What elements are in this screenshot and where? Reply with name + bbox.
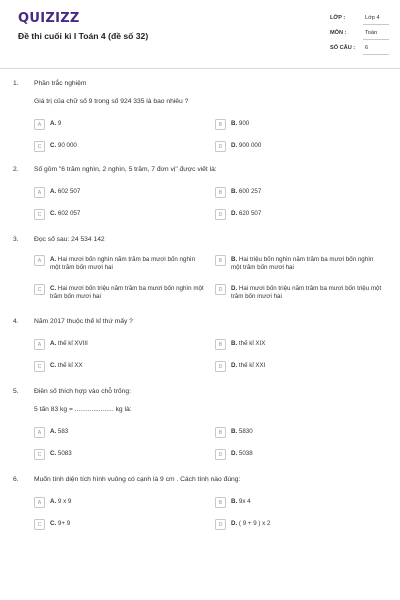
option-letter-box: A — [34, 339, 45, 350]
option-letter-box: B — [215, 497, 226, 508]
option-text: C. 90 000 — [50, 142, 77, 149]
option-text: B. 600 257 — [231, 188, 262, 195]
option-letter-box: A — [34, 255, 45, 266]
option-letter-box: C — [34, 519, 45, 530]
option-letter-box: D — [215, 209, 226, 220]
option-a[interactable] — [34, 120, 204, 130]
meta-underline — [363, 54, 389, 55]
option-d[interactable] — [215, 520, 385, 530]
option-text: D. thế kỉ XXI — [231, 362, 266, 369]
option-d[interactable] — [215, 142, 385, 152]
option-text: A. thế kỉ XVIII — [50, 340, 88, 347]
option-c[interactable] — [34, 450, 204, 460]
option-text: A. 9 x 9 — [50, 498, 72, 505]
option-d[interactable] — [215, 285, 385, 302]
option-letter-box: D — [215, 519, 226, 530]
option-letter-box: A — [34, 187, 45, 198]
option-c[interactable] — [34, 520, 204, 530]
option-text: A. 583 — [50, 428, 69, 435]
question-number: 2. — [13, 166, 19, 173]
option-text: C. thế kỉ XX — [50, 362, 83, 369]
header-divider — [0, 68, 400, 69]
option-letter-box: A — [34, 497, 45, 508]
option-letter-box: C — [34, 209, 45, 220]
option-a[interactable] — [34, 498, 204, 508]
option-text: D. 620 507 — [231, 210, 262, 217]
meta-info — [330, 12, 390, 57]
option-a[interactable] — [34, 428, 204, 438]
option-a[interactable] — [34, 256, 204, 273]
page-title: Đề thi cuối kì I Toán 4 (đề số 32) — [18, 31, 149, 41]
option-text: C. 602 057 — [50, 210, 81, 217]
question-number: 6. — [13, 476, 19, 483]
meta-label: LỚP : — [330, 15, 346, 21]
meta-row-class — [330, 12, 390, 24]
option-d[interactable] — [215, 362, 385, 372]
option-text: A. 602 507 — [50, 188, 81, 195]
option-text: B. Hai triệu bốn nghìn năm trăm ba mươi bốn nghìn một trăm bốn mươi hai — [231, 256, 374, 272]
option-d[interactable] — [215, 210, 385, 220]
question-text: Năm 2017 thuộc thế kỉ thứ mấy ? — [34, 318, 133, 325]
option-c[interactable] — [34, 210, 204, 220]
meta-label: SỐ CÂU : — [330, 45, 356, 51]
option-letter-box: C — [34, 449, 45, 460]
option-c[interactable] — [34, 362, 204, 372]
question-text: Đọc số sau: 24 534 142 — [34, 236, 105, 243]
meta-underline — [363, 39, 389, 40]
option-c[interactable] — [34, 142, 204, 152]
option-b[interactable] — [215, 428, 385, 438]
question-text: Phần trắc nghiệm — [34, 80, 87, 87]
option-letter-box: C — [34, 284, 45, 295]
option-b[interactable] — [215, 256, 385, 273]
option-text: C. Hai mươi bốn triệu năm trăm ba mươi bốn nghìn một trăm bốn mươi hai — [50, 285, 204, 301]
option-text: C. 5083 — [50, 450, 72, 457]
option-c[interactable] — [34, 285, 204, 302]
option-b[interactable] — [215, 498, 385, 508]
option-text: B. 5830 — [231, 428, 253, 435]
question-text: Số gồm "6 trăm nghìn, 2 nghìn, 5 trăm, 7 đơn vị" được viết là: — [34, 166, 217, 173]
question-subtext: Giá trị của chữ số 9 trong số 924 335 là bao nhiêu ? — [34, 98, 189, 105]
question-number: 3. — [13, 236, 19, 243]
option-text: D. Hai mươi bốn triệu năm trăm ba mươi bốn triệu một trăm bốn mươi hai — [231, 285, 382, 301]
option-letter-box: B — [215, 255, 226, 266]
option-letter-box: D — [215, 141, 226, 152]
option-text: D. ( 9 + 9 ) x 2 — [231, 520, 271, 527]
option-letter-box: B — [215, 119, 226, 130]
meta-value: Toán — [365, 30, 378, 36]
option-b[interactable] — [215, 188, 385, 198]
worksheet-header — [0, 0, 400, 62]
meta-label: MÔN : — [330, 30, 347, 36]
option-letter-box: D — [215, 284, 226, 295]
option-text: B. thế kỉ XIX — [231, 340, 266, 347]
option-letter-box: A — [34, 119, 45, 130]
option-text: B. 9x 4 — [231, 498, 251, 505]
option-letter-box: B — [215, 427, 226, 438]
option-text: B. 900 — [231, 120, 250, 127]
option-text: A. Hai mươi bốn nghìn năm trăm ba mươi bốn nghìn một trăm bốn mươi hai — [50, 256, 196, 272]
option-letter-box: B — [215, 339, 226, 350]
option-text: C. 9+ 9 — [50, 520, 71, 527]
option-a[interactable] — [34, 188, 204, 198]
meta-value: Lớp 4 — [365, 15, 380, 21]
quizizz-logo: QUIZIZZ — [18, 11, 80, 26]
option-text: A. 9 — [50, 120, 62, 127]
option-letter-box: C — [34, 361, 45, 372]
question-subtext: 5 tấn 83 kg = ..................... kg là: — [34, 406, 132, 413]
meta-row-subject — [330, 27, 390, 39]
option-letter-box: D — [215, 361, 226, 372]
question-number: 4. — [13, 318, 19, 325]
option-d[interactable] — [215, 450, 385, 460]
option-letter-box: A — [34, 427, 45, 438]
option-text: D. 5038 — [231, 450, 253, 457]
question-text: Muốn tính diện tích hình vuông có cạnh là 9 cm . Cách tính nào đúng: — [34, 476, 241, 483]
option-a[interactable] — [34, 340, 204, 350]
option-b[interactable] — [215, 340, 385, 350]
option-letter-box: C — [34, 141, 45, 152]
option-letter-box: B — [215, 187, 226, 198]
meta-underline — [363, 24, 389, 25]
meta-row-count — [330, 42, 390, 54]
option-letter-box: D — [215, 449, 226, 460]
question-number: 1. — [13, 80, 19, 87]
meta-value: 6 — [365, 45, 369, 51]
question-text: Điền số thích hợp vào chỗ trống: — [34, 388, 131, 395]
option-text: D. 900 000 — [231, 142, 262, 149]
question-number: 5. — [13, 388, 19, 395]
option-b[interactable] — [215, 120, 385, 130]
